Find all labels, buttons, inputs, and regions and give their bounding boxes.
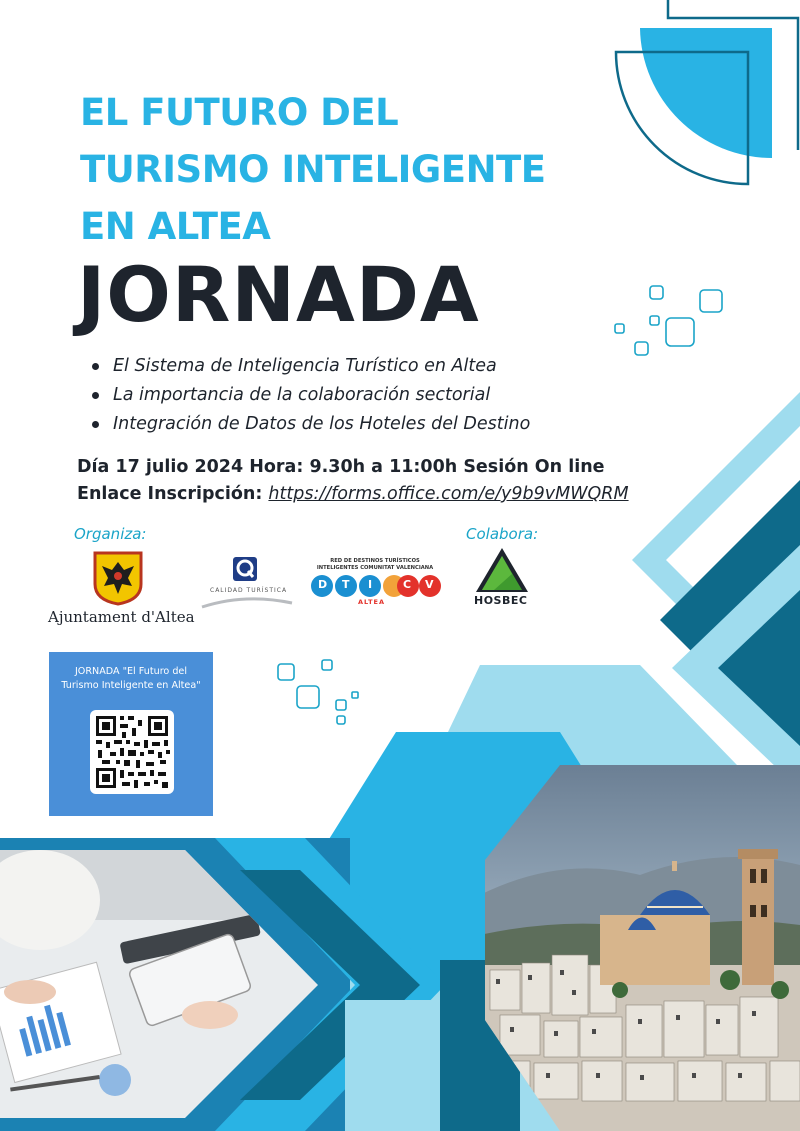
calidad-turistica-label: CALIDAD TURÍSTICA — [210, 587, 288, 594]
dti-letter: V — [425, 578, 434, 591]
qr-code-icon — [90, 710, 174, 794]
dti-letter: C — [403, 578, 412, 591]
organiza-label: Organiza: — [74, 525, 147, 543]
topic-item: La importancia de la colaboración sectorial — [92, 381, 530, 410]
topic-item: El Sistema de Inteligencia Turístico en Altea — [92, 352, 530, 381]
dti-place: ALTEA — [358, 598, 386, 606]
topic-item: Integración de Datos de los Hoteles del Destino — [92, 410, 530, 439]
dti-letter: I — [368, 578, 373, 591]
photo-altea-town — [480, 765, 800, 1131]
event-date-line: Día 17 julio 2024 Hora: 9.30h a 11:00h Sesión On line — [77, 457, 605, 477]
title-line-3: EN ALTEA — [80, 205, 271, 248]
registration-label: Enlace Inscripción: — [77, 484, 263, 504]
altea-coat-of-arms-icon — [92, 550, 144, 606]
event-title — [80, 84, 546, 255]
event-info — [77, 454, 629, 508]
dti-letter: T — [342, 578, 350, 591]
jornada-heading: JORNADA — [77, 250, 480, 339]
colabora-label: Colabora: — [466, 525, 539, 543]
registration-link[interactable]: https://forms.office.com/e/y9b9vMWQRM — [268, 484, 629, 504]
dti-network-label: RED DE DESTINOS TURÍSTICOS INTELIGENTES COMUNITAT VALENCIANA — [316, 558, 434, 571]
q-quality-icon — [200, 555, 295, 610]
squares-cluster-top — [615, 286, 722, 355]
qr-caption: JORNADA "El Futuro del Turismo Inteligente en Altea" — [61, 666, 201, 691]
ajuntament-name: Ajuntament d'Altea — [48, 608, 195, 626]
title-line-2: TURISMO INTELIGENTE — [80, 148, 546, 191]
title-line-1: EL FUTURO DEL — [80, 91, 399, 134]
qr-code[interactable] — [90, 710, 174, 794]
top-right-quarter — [640, 28, 772, 158]
green-triangle-icon — [474, 546, 530, 594]
registration-row — [77, 481, 629, 508]
qr-card[interactable] — [49, 652, 213, 816]
squares-cluster-mid — [278, 660, 358, 724]
dti-letters — [309, 573, 441, 599]
hosbec-label: HOSBEC — [474, 594, 528, 607]
topics-list — [92, 352, 530, 439]
dti-letter: D — [318, 578, 328, 591]
